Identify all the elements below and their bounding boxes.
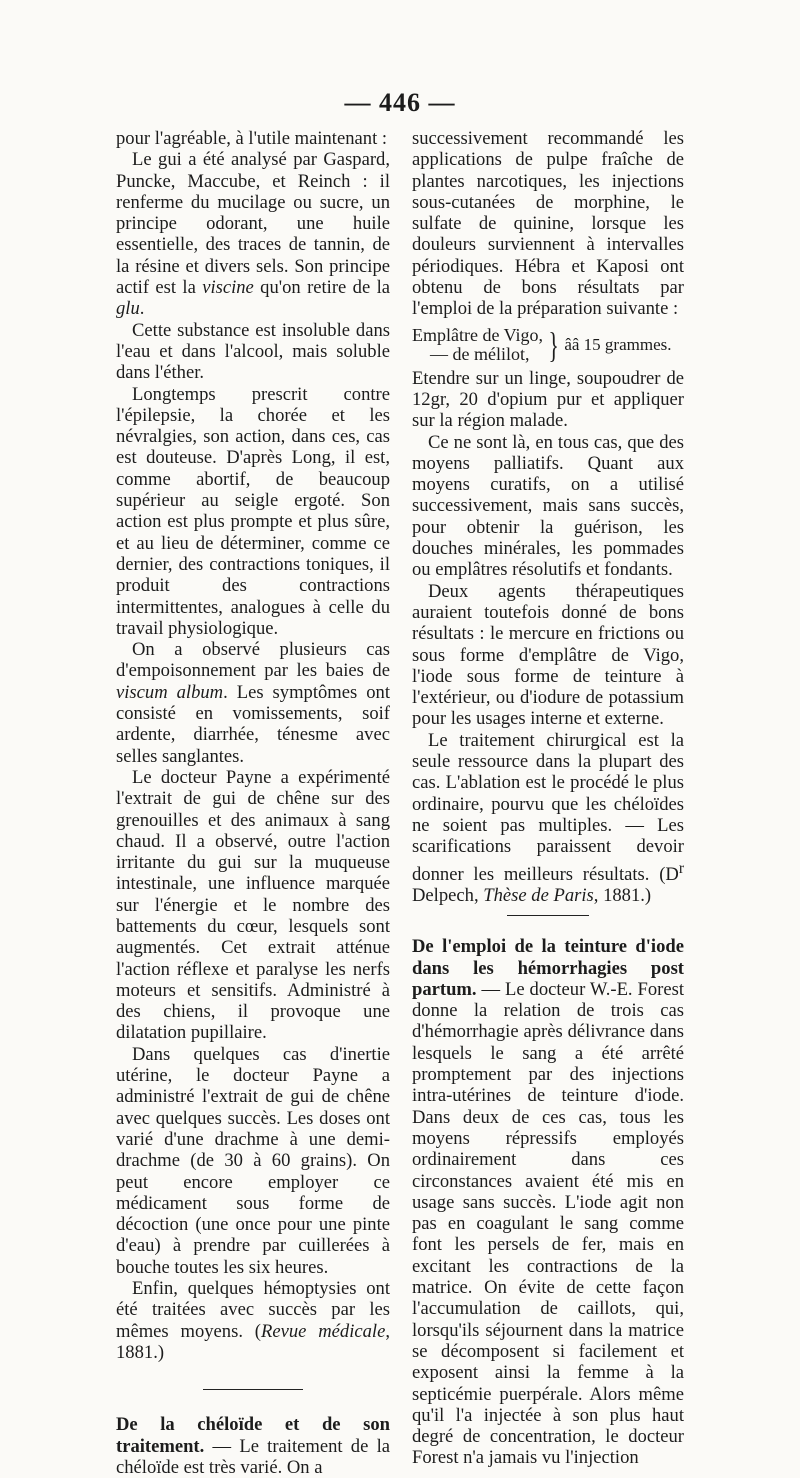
paragraph: Le gui a été analysé par Gaspard, Puncke, Maccube, et Reinch : il renferme du mucilage ou sucre, un principe odorant, une huile essentielle, des traces de tannin, de la résine et divers sels. Son principe actif est la viscine qu'on retire de la glu.: [116, 149, 390, 320]
paragraph: Deux agents thérapeutiques auraient toutefois donné de bons résultats : le mercure en frictions ou sous forme d'emplâtre de Vigo, l'iode sous forme de teinture à l'extérieur, ou d'iodure de potassium pour les usages interne et externe.: [412, 580, 684, 730]
paragraph: Le traitement chirurgical est la seule ressource dans la plupart des cas. L'ablation est le procédé le plus ordinaire, pourvu que les chéloïdes ne soient pas multiples. — Les scarifications paraissent devoir donner les meilleurs résultats. ($D^r$ Delpech, Thèse de Paris, 1881.): [412, 729, 684, 906]
formula-line: Emplâtre de Vigo,: [412, 324, 544, 345]
paragraph: Etendre sur un linge, soupoudrer de 12gr, 20 d'opium pur et appliquer sur la région malade.: [412, 367, 684, 432]
formula-dose: ââ 15 grammes.: [564, 335, 672, 355]
prescription-formula: [412, 326, 684, 364]
article-title: De l'emploi de la teinture d'iode dans les hémorrhagies post partum.: [412, 936, 684, 1000]
brace: }: [548, 324, 559, 365]
section-divider: [507, 915, 589, 916]
paragraph: Ce ne sont là, en tous cas, que des moyens palliatifs. Quant aux moyens curatifs, on a utilisé successivement, mais sans succès, pour obtenir la guérison, les douches minérales, les pommades ou emplâtres résolutifs et fondants.: [412, 431, 684, 581]
article-title: De la chéloïde et de son traitement.: [116, 1414, 390, 1457]
paragraph: Cette substance est insoluble dans l'eau et dans l'alcool, mais soluble dans l'éther.: [116, 319, 390, 384]
page-number: — 446 —: [344, 88, 456, 117]
paragraph: Longtemps prescrit contre l'épilepsie, la chorée et les névralgies, son action, dans ces, cas est douteuse. D'après Long, il est, comme abortif, de beaucoup supérieur au seigle ergoté. Son action est plus prompte et plus sûre, et au lieu de déterminer, comme ce dernier, des contractions toniques, il produit des contractions intermittentes, analogues à celle du travail physiologique.: [116, 383, 390, 639]
paragraph: pour l'agréable, à l'utile maintenant :: [116, 128, 388, 149]
formula-line: — de mélilot,: [430, 343, 530, 364]
left-column: [116, 128, 390, 1478]
article-heading: De l'emploi de la teinture d'iode dans les hémorrhagies post partum. — Le docteur W.-E. Forest donne la relation de trois cas d'hémorrhagie après délivrance dans lesquels le sang a été arrêté promptement par des injections intra-utérines de teinture d'iode. Dans deux de ces cas, tous les moyens répressifs employés ordinairement dans ces circonstances avaient été mis en usage sans succès. L'iode agit non pas en coagulant le sang comme font les persels de fer, mais en excitant les contractions de la matrice. On évite de cette façon l'accumulation de caillots, qui, lorsqu'ils séjournent dans la matrice se décomposent si facilement et exposent ainsi la femme à la septicémie puerpérale. Alors même qu'il l'a injectée à son plus haut degré de concentration, le docteur Forest n'a jamais vu l'injection: [412, 936, 684, 1469]
paragraph: Le docteur Payne a expérimenté l'extrait de gui de chêne sur des grenouilles et des animaux à sang chaud. Il a observé, outre l'action irritante du gui sur la muqueuse intestinale, une influence marquée sur l'énergie et le nombre des battements du cœur, lesquels sont augmentés. Cet extrait atténue l'action réflexe et paralyse les nerfs moteurs et sensitifs. Administré à des chiens, il provoque une dilatation pupillaire.: [116, 766, 390, 1044]
section-divider: [203, 1389, 303, 1390]
paragraph: Enfin, quelques hémoptysies ont été traitées avec succès par les mêmes moyens. (Revue médicale, 1881.): [116, 1278, 390, 1363]
right-column: [412, 128, 684, 1469]
paragraph: successivement recommandé les applications de pulpe fraîche de plantes narcotiques, les injections sous-cutanées de morphine, le sulfate de quinine, lorsque les douleurs surviennent à intervalles périodiques. Hébra et Kaposi ont obtenu de bons résultats par l'emploi de la préparation suivante :: [412, 128, 684, 320]
paragraph: Dans quelques cas d'inertie utérine, le docteur Payne a administré l'extrait de gui de chêne avec quelques succès. Les doses ont varié d'une drachme à une demi-drachme (de 30 à 60 grains). On peut encore employer ce médicament sous forme de décoction (une once pour une pinte d'eau) à prendre par cuillerées à bouche toutes les six heures.: [116, 1043, 390, 1278]
article-heading: De la chéloïde et de son traitement. — Le traitement de la chéloïde est très varié. On a: [116, 1414, 390, 1478]
paragraph: On a observé plusieurs cas d'empoisonnement par les baies de viscum album. Les symptômes ont consisté en vomissements, soif ardente, diarrhée, ténesme avec selles sanglantes.: [116, 639, 390, 767]
